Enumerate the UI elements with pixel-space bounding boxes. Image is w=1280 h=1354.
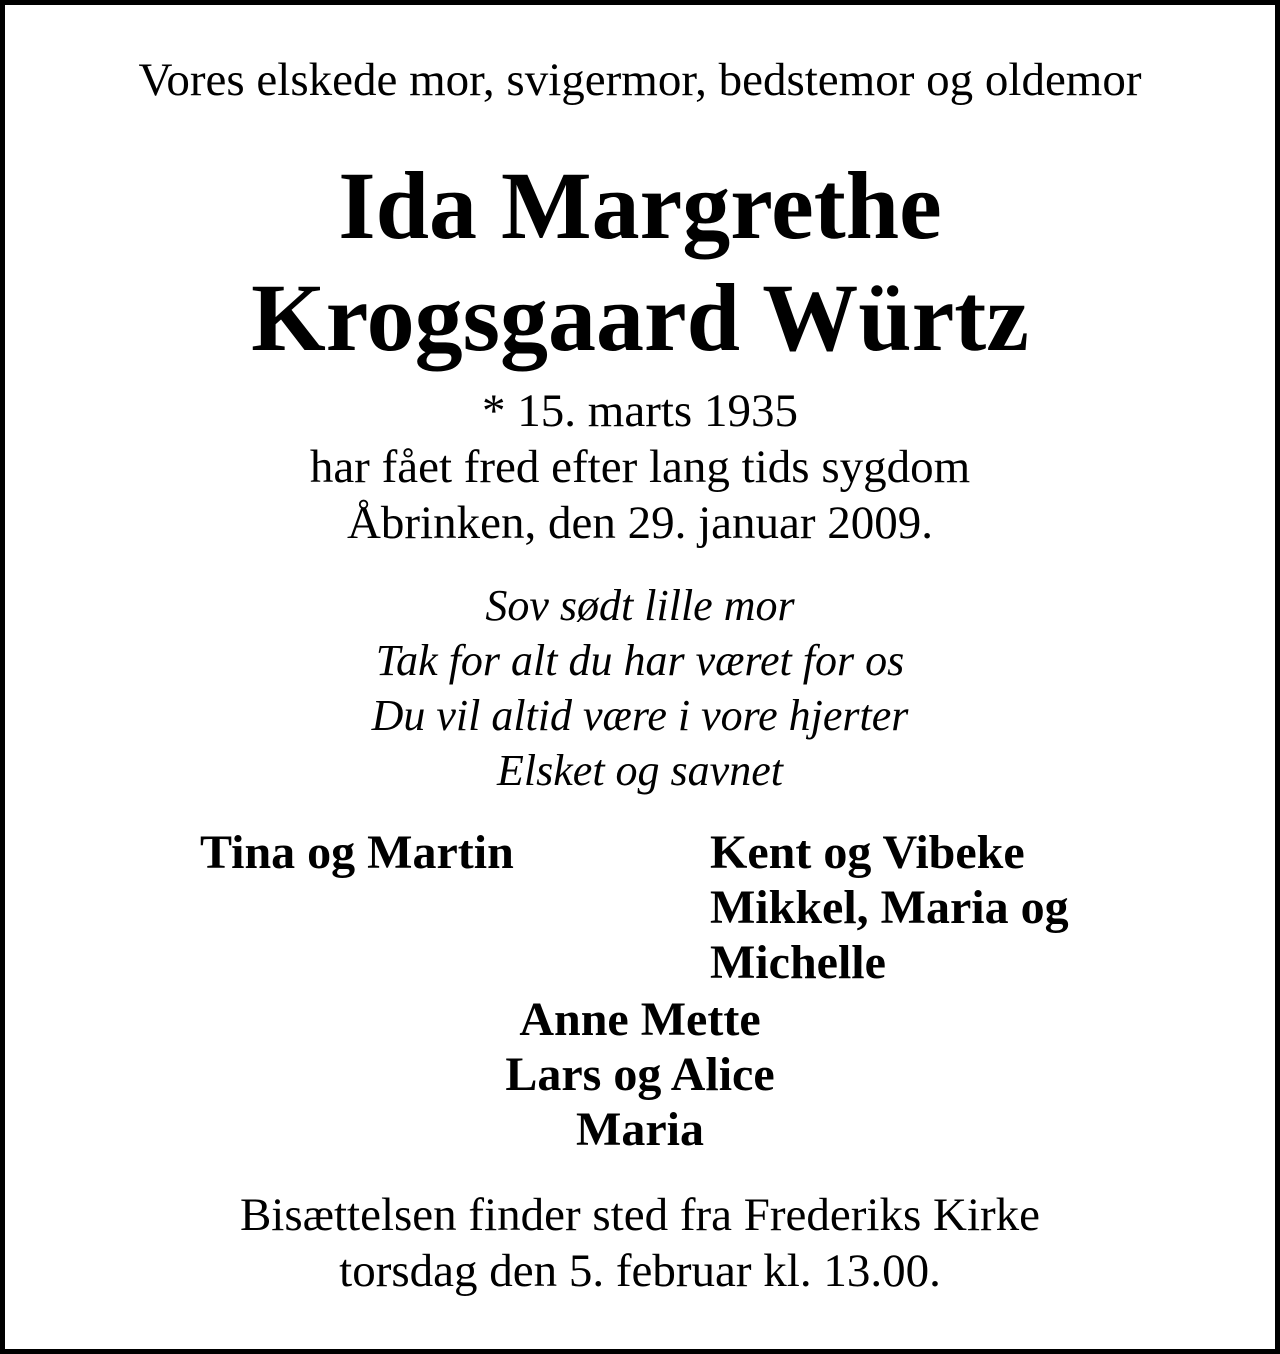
- obituary-intro: [0, 50, 1280, 110]
- verse-line: Elsket og savnet: [497, 746, 783, 795]
- family-name: Michelle: [710, 936, 886, 989]
- funeral-notice: [0, 1187, 1280, 1299]
- intro-line: Vores elskede mor, svigermor, bedstemor og oldemor: [138, 54, 1142, 106]
- family-left-column: [200, 825, 514, 880]
- name-line-1: Ida Margrethe: [338, 152, 942, 259]
- family-right-column: [710, 825, 1069, 990]
- family-center-column: [0, 992, 1280, 1157]
- funeral-line: torsdag den 5. februar kl. 13.00.: [339, 1245, 941, 1297]
- place-and-death-date: Åbrinken, den 29. januar 2009.: [346, 497, 934, 549]
- family-name: Kent og Vibeke: [710, 826, 1025, 879]
- birth-date: * 15. marts 1935: [482, 385, 798, 437]
- death-note: har fået fred efter lang tids sygdom: [309, 441, 971, 493]
- family-name: Anne Mette: [519, 993, 761, 1046]
- dates-block: [0, 383, 1280, 551]
- family-name: Maria: [576, 1103, 704, 1156]
- memorial-verse: [0, 578, 1280, 798]
- verse-line: Tak for alt du har været for os: [375, 636, 905, 685]
- name-line-2: Krogsgaard Würtz: [251, 264, 1029, 371]
- verse-line: Du vil altid være i vore hjerter: [371, 691, 909, 740]
- family-name: Lars og Alice: [505, 1048, 775, 1101]
- family-name: Mikkel, Maria og: [710, 881, 1069, 934]
- deceased-name: [0, 150, 1280, 374]
- verse-line: Sov sødt lille mor: [485, 581, 795, 630]
- family-name: Tina og Martin: [200, 826, 514, 879]
- funeral-line: Bisættelsen finder sted fra Frederiks Kirke: [239, 1189, 1041, 1241]
